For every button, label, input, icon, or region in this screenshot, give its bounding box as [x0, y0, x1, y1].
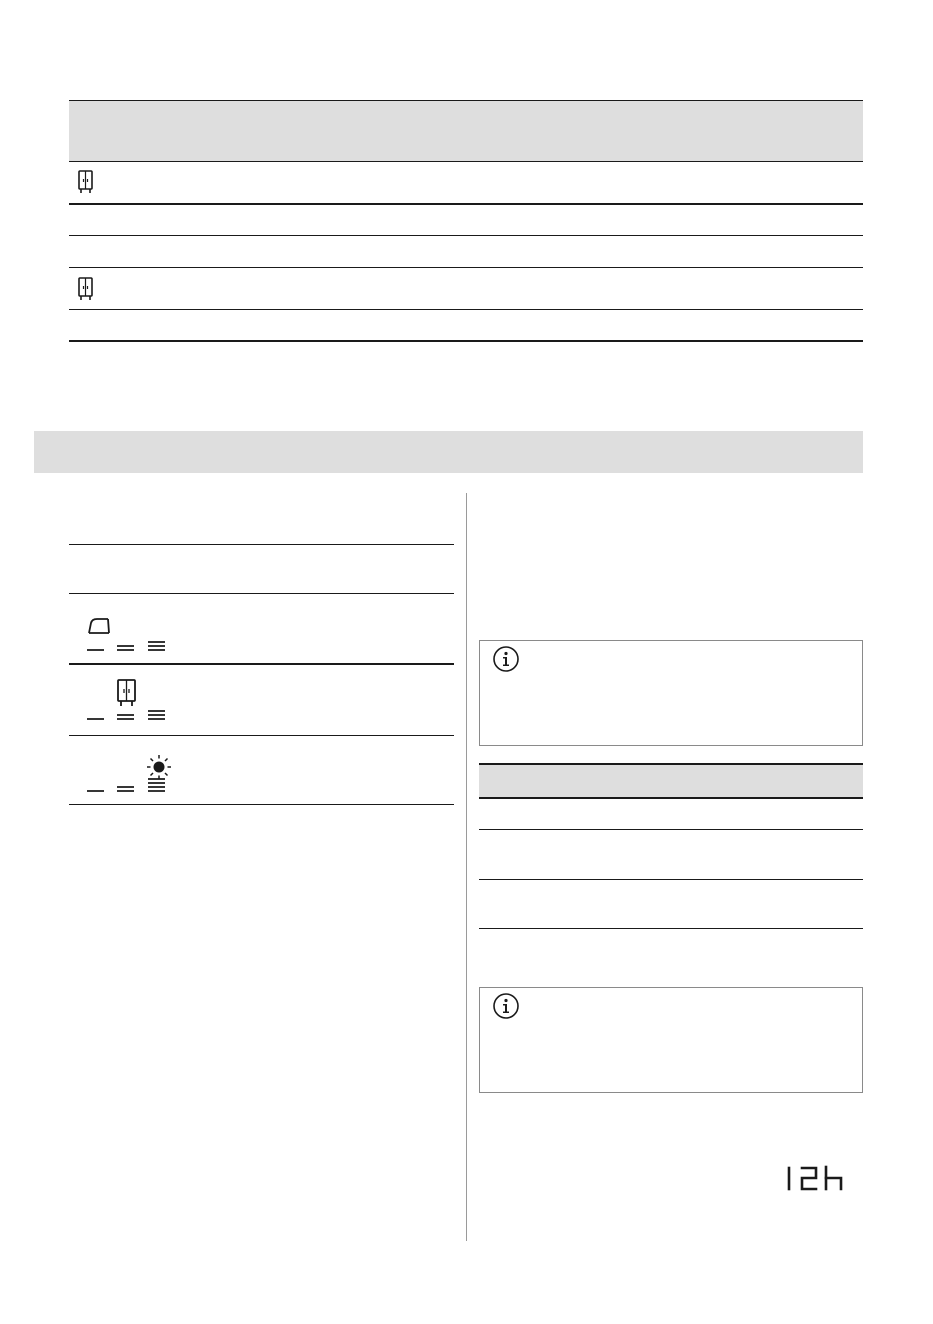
level-2-icon — [117, 787, 134, 791]
cabinet-icon — [117, 679, 137, 707]
level-icons — [86, 707, 170, 721]
right-table-row-line — [479, 829, 863, 830]
level-icons — [86, 638, 170, 652]
left-table-bottom-line — [69, 804, 454, 805]
level-3-icon — [148, 642, 165, 650]
right-table-bottom-line — [479, 928, 863, 929]
right-table-header-bottom — [479, 797, 863, 799]
column-divider — [466, 493, 467, 1241]
info-note-box — [479, 640, 863, 746]
cabinet-icon — [78, 277, 94, 301]
left-table-line — [69, 663, 454, 665]
right-table-header — [479, 764, 863, 797]
info-icon — [492, 645, 520, 673]
section-heading-bar — [34, 431, 863, 473]
level-3-icon — [148, 779, 165, 791]
left-table-line — [69, 544, 454, 545]
level-2-icon — [117, 646, 134, 650]
info-icon — [492, 992, 520, 1020]
top-table-header — [69, 100, 863, 161]
top-table-header-bottom — [69, 161, 863, 162]
level-3-icon — [148, 711, 165, 719]
level-icons — [86, 778, 170, 794]
sun-icon — [146, 754, 172, 780]
top-table-row-line — [69, 203, 863, 205]
top-table-row-line — [69, 235, 863, 236]
info-note-box — [479, 987, 863, 1093]
left-table-line — [69, 593, 454, 594]
cabinet-icon — [78, 170, 94, 194]
right-table-top-line — [479, 763, 863, 765]
level-2-icon — [117, 715, 134, 719]
top-table-row-line — [69, 267, 863, 268]
right-table-row-line — [479, 879, 863, 880]
top-table-bottom-line — [69, 340, 863, 342]
top-table-header-line — [69, 100, 863, 101]
left-table-line — [69, 735, 454, 736]
display-readout — [782, 1166, 848, 1192]
iron-icon — [86, 617, 110, 635]
top-table-row-line — [69, 309, 863, 310]
